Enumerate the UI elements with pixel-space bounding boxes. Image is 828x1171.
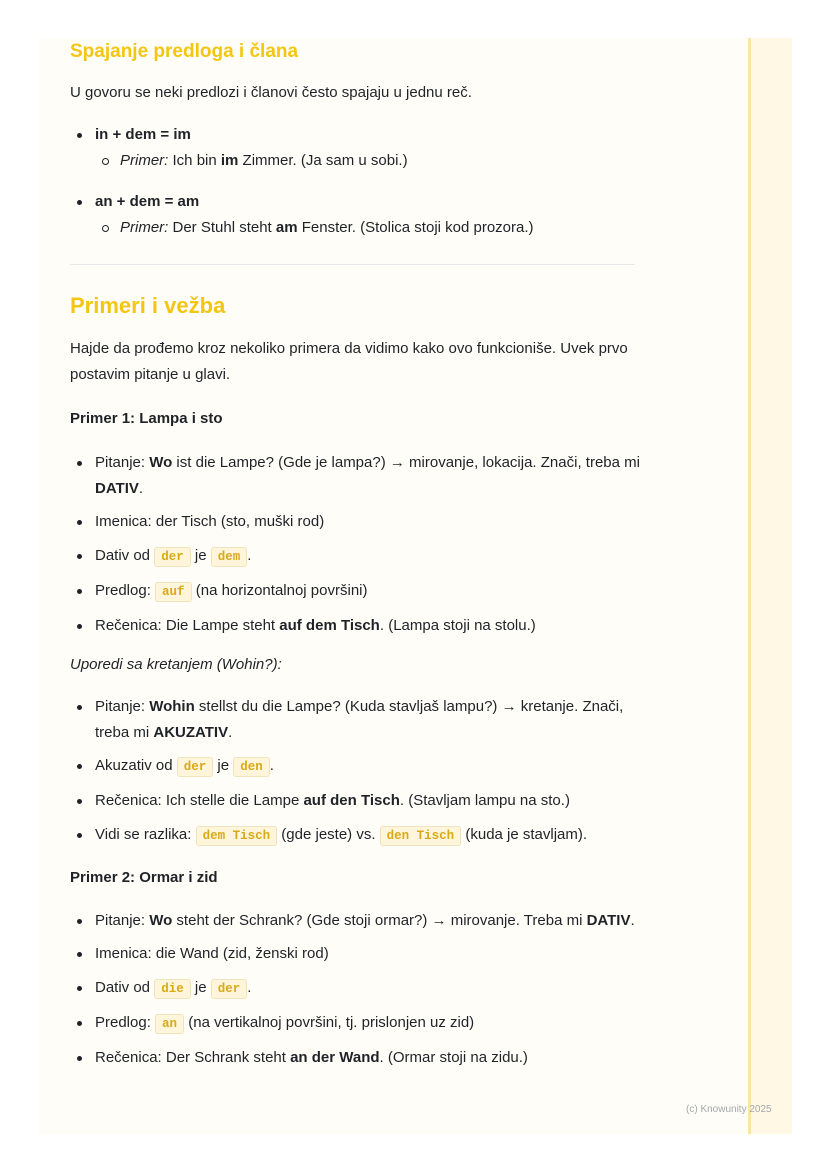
example1-list <box>70 450 640 639</box>
list-item: Imenica: die Wand (zid, ženski rod) <box>70 941 640 967</box>
list-item: Rečenica: Ich stelle die Lampe auf den Tisch. (Stavljam lampu na sto.) <box>70 788 640 814</box>
example2-heading: Primer 2: Ormar i zid <box>70 869 218 886</box>
merge-example: Primer: Ich bin im Zimmer. (Ja sam u sobi.) <box>70 148 640 174</box>
compare-label: Uporedi sa kretanjem (Wohin?): <box>70 656 282 673</box>
list-item: Imenica: der Tisch (sto, muški rod) <box>70 509 640 535</box>
list-item: Predlog: auf (na horizontalnoj površini) <box>70 578 640 605</box>
merge-list <box>70 122 640 174</box>
list-item: Pitanje: Wohin stellst du die Lampe? (Kuda stavljaš lampu?) → kretanje. Znači, treba mi AKUZATIV. <box>70 694 640 746</box>
merge-example: Primer: Der Stuhl steht am Fenster. (Stolica stoji kod prozora.) <box>70 215 640 241</box>
list-item: Dativ od die je der . <box>70 975 640 1002</box>
right-margin-bar <box>748 38 792 1134</box>
merge-rule: in + dem = im <box>70 122 640 148</box>
section-intro: U govoru se neki predlozi i članovi često spajaju u jednu reč. <box>70 84 472 101</box>
compare-list <box>70 694 640 849</box>
section-title-merging: Spajanje predloga i člana <box>70 41 299 62</box>
list-item: Dativ od der je dem . <box>70 543 640 570</box>
example1-heading: Primer 1: Lampa i sto <box>70 410 223 427</box>
copyright-footer: (c) Knowunity 2025 <box>686 1104 772 1115</box>
right-margin-line <box>748 38 751 1134</box>
list-item: Pitanje: Wo steht der Schrank? (Gde stoji ormar?) → mirovanje. Treba mi DATIV. <box>70 908 640 934</box>
example2-list <box>70 908 640 1071</box>
list-item: Predlog: an (na vertikalnoj površini, tj. prislonjen uz zid) <box>70 1010 640 1037</box>
examples-intro: Hajde da prođemo kroz nekoliko primera da vidimo kako ovo funkcioniše. Uvek prvo postavim pitanje u glavi. <box>70 340 628 383</box>
list-item: Rečenica: Die Lampe steht auf dem Tisch. (Lampa stoji na stolu.) <box>70 613 640 639</box>
section-title-examples: Primeri i vežba <box>70 293 226 318</box>
list-item: Rečenica: Der Schrank steht an der Wand. (Ormar stoji na zidu.) <box>70 1045 640 1071</box>
section-divider <box>70 264 635 265</box>
merge-list-2 <box>70 189 640 241</box>
list-item: Pitanje: Wo ist die Lampe? (Gde je lampa?) → mirovanje, lokacija. Znači, treba mi DATIV. <box>70 450 640 502</box>
list-item: Akuzativ od der je den . <box>70 753 640 780</box>
merge-rule: an + dem = am <box>70 189 640 215</box>
list-item: Vidi se razlika: dem Tisch (gde jeste) vs. den Tisch (kuda je stavljam). <box>70 822 640 849</box>
